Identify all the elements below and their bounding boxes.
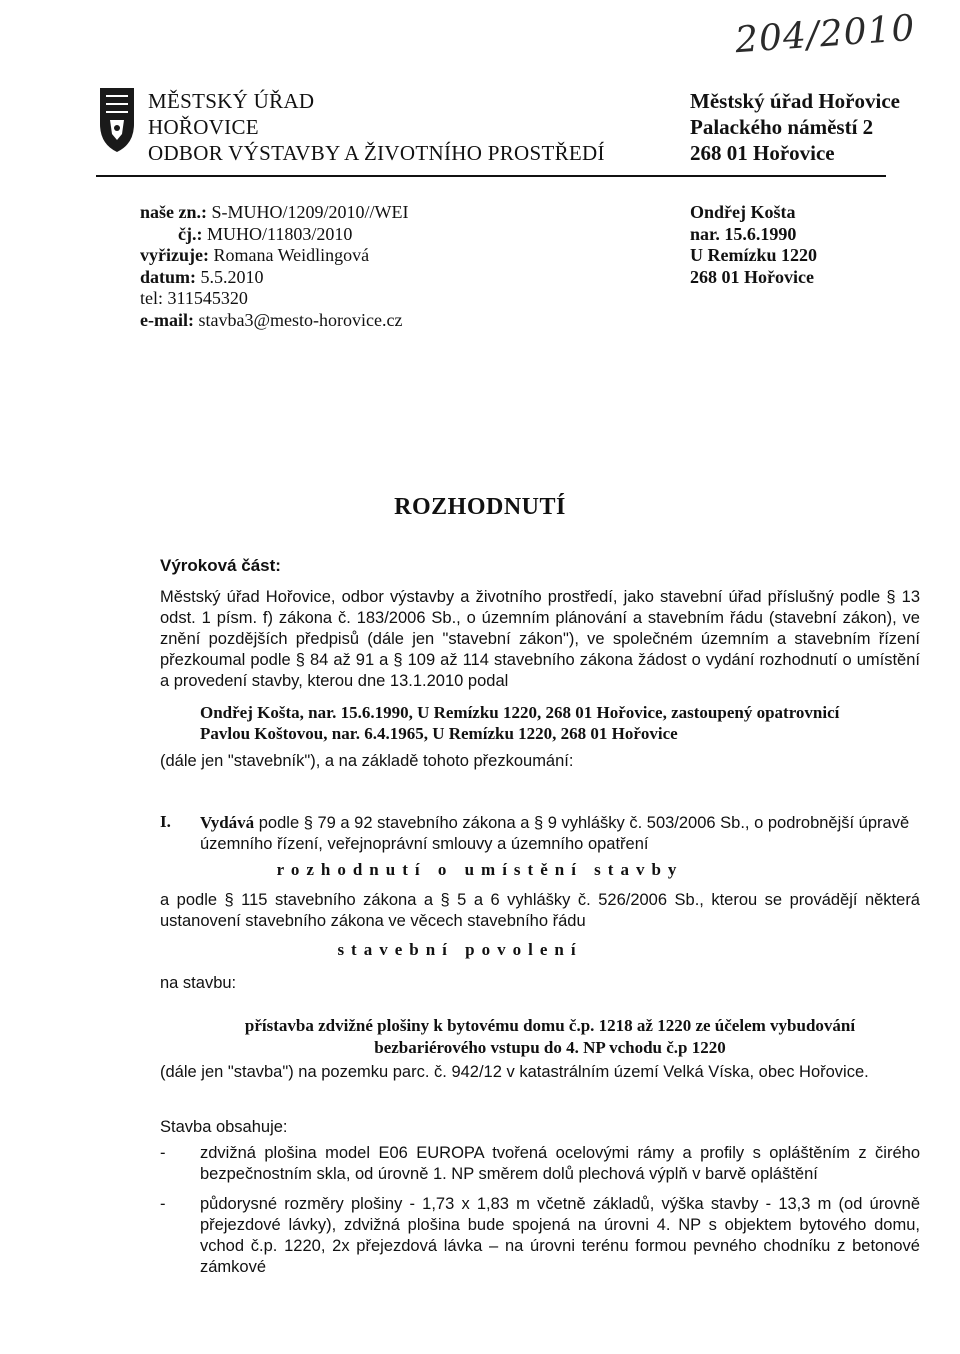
office-address-name: Městský úřad Hořovice: [690, 89, 900, 113]
contents-list: [160, 1143, 920, 1287]
applicant-line-1: Ondřej Košta, nar. 15.6.1990, U Remízku 1220, 268 01 Hořovice, zastoupený opatrovnicí: [200, 703, 840, 722]
ref-case-number: čj.: MUHO/11803/2010: [178, 223, 353, 244]
applicant-note: (dále jen "stavebník"), a na základě tohoto přezkoumání:: [160, 752, 574, 770]
contains-label: Stavba obsahuje:: [160, 1118, 288, 1136]
parcel-note: (dále jen "stavba") na pozemku parc. č. 942/12 v katastrálním území Velká Víska, obec Hořovice.: [160, 1063, 869, 1081]
project-description: [160, 1015, 940, 1059]
decision-text: Vydává podle § 79 a 92 stavebního zákona a § 9 vyhlášky č. 503/2006 Sb., o podrobnější úpravě územního řízení, veřejnoprávní smlouvy a územního opatření: [200, 813, 910, 853]
ref-email: e-mail: stavba3@mesto-horovice.cz: [140, 309, 403, 330]
applicant-line-2: Pavlou Koštovou, nar. 6.4.1965, U Remízku 1220, 268 01 Hořovice: [200, 724, 678, 743]
header-divider: [96, 175, 886, 177]
recipient-name: Ondřej Košta: [690, 202, 796, 222]
reference-block: [140, 202, 409, 331]
office-header-right: [690, 88, 900, 166]
recipient-street: U Remízku 1220: [690, 245, 817, 265]
section-heading: Výroková část:: [160, 556, 281, 575]
recipient-birthdate: nar. 15.6.1990: [690, 223, 797, 244]
office-address-street: Palackého náměstí 2: [690, 115, 874, 139]
ref-phone: tel: 311545320: [140, 288, 248, 308]
coat-of-arms-icon: [96, 84, 138, 154]
decision-verb: Vydává: [200, 813, 255, 832]
office-department: ODBOR VÝSTAVBY A ŽIVOTNÍHO PROSTŘEDÍ: [148, 141, 605, 165]
project-line-1: přístavba zdvižné plošiny k bytovému domu č.p. 1218 až 1220 ze účelem vybudování: [244, 1016, 856, 1035]
decision-numeral: I.: [160, 812, 171, 831]
decision-heading-permit: stavební povolení: [337, 940, 583, 959]
handwritten-reference: 204/2010: [733, 7, 917, 62]
office-header-left: [148, 88, 605, 166]
ref-our-number: naše zn.: S-MUHO/1209/2010//WEI: [140, 202, 409, 222]
office-city: HOŘOVICE: [148, 115, 259, 139]
office-address-city: 268 01 Hořovice: [690, 141, 835, 165]
ref-handled-by: vyřizuje: Romana Weidlingová: [140, 245, 370, 265]
recipient-address: [690, 202, 817, 288]
project-line-2: bezbariérového vstupu do 4. NP vchodu č.p 1220: [374, 1038, 726, 1057]
list-item: - půdorysné rozměry plošiny - 1,73 x 1,83 m včetně základů, výška stavby - 13,3 m (od úrovně přejezdové lávky), zdvižná plošina bude spojená na úrovni 4. NP s objektem bytového domu, vchod č.p. 1220, 2x přejezdová lávka – na úrovni terénu formou pevného chodníku z betonové zámkové: [160, 1195, 920, 1276]
recipient-city: 268 01 Hořovice: [690, 266, 814, 287]
intro-paragraph: Městský úřad Hořovice, odbor výstavby a životního prostředí, jako stavební úřad příslušný podle § 13 odst. 1 písm. f) zákona č. 183/2006 Sb., o územním plánování a stavebním řádu (stavební zákon), ve znění pozdějších předpisů (dále jen "stavební zákon"), ve společném územním a stavebním řízení přezkoumal podle § 84 až 91 a § 109 až 114 stavebního zákona žádost o vydání rozhodnutí o umístění a provedení stavby, kterou dne 13.1.2010 podal: [160, 588, 920, 690]
document-title: ROZHODNUTÍ: [394, 494, 566, 520]
applicant-block: [200, 702, 920, 744]
office-name: MĚSTSKÝ ÚŘAD: [148, 89, 315, 113]
ref-date: datum: 5.5.2010: [140, 266, 264, 287]
list-item: - zdvižná plošina model E06 EUROPA tvořená ocelovými rámy a profily s opláštěním z čirého bezpečnostním skla, od úrovně 1. NP směrem dolů plechová výplň v barvě opláštění: [160, 1144, 920, 1183]
decision-heading-placement: rozhodnutí o umístění stavby: [276, 860, 684, 879]
decision-line-2: a podle § 115 stavebního zákona a § 5 a 6 vyhlášky č. 526/2006 Sb., kterou se provádějí některá ustanovení stavebního zákona ve věcech stavebního řádu: [160, 891, 920, 930]
na-stavbu-label: na stavbu:: [160, 974, 237, 992]
